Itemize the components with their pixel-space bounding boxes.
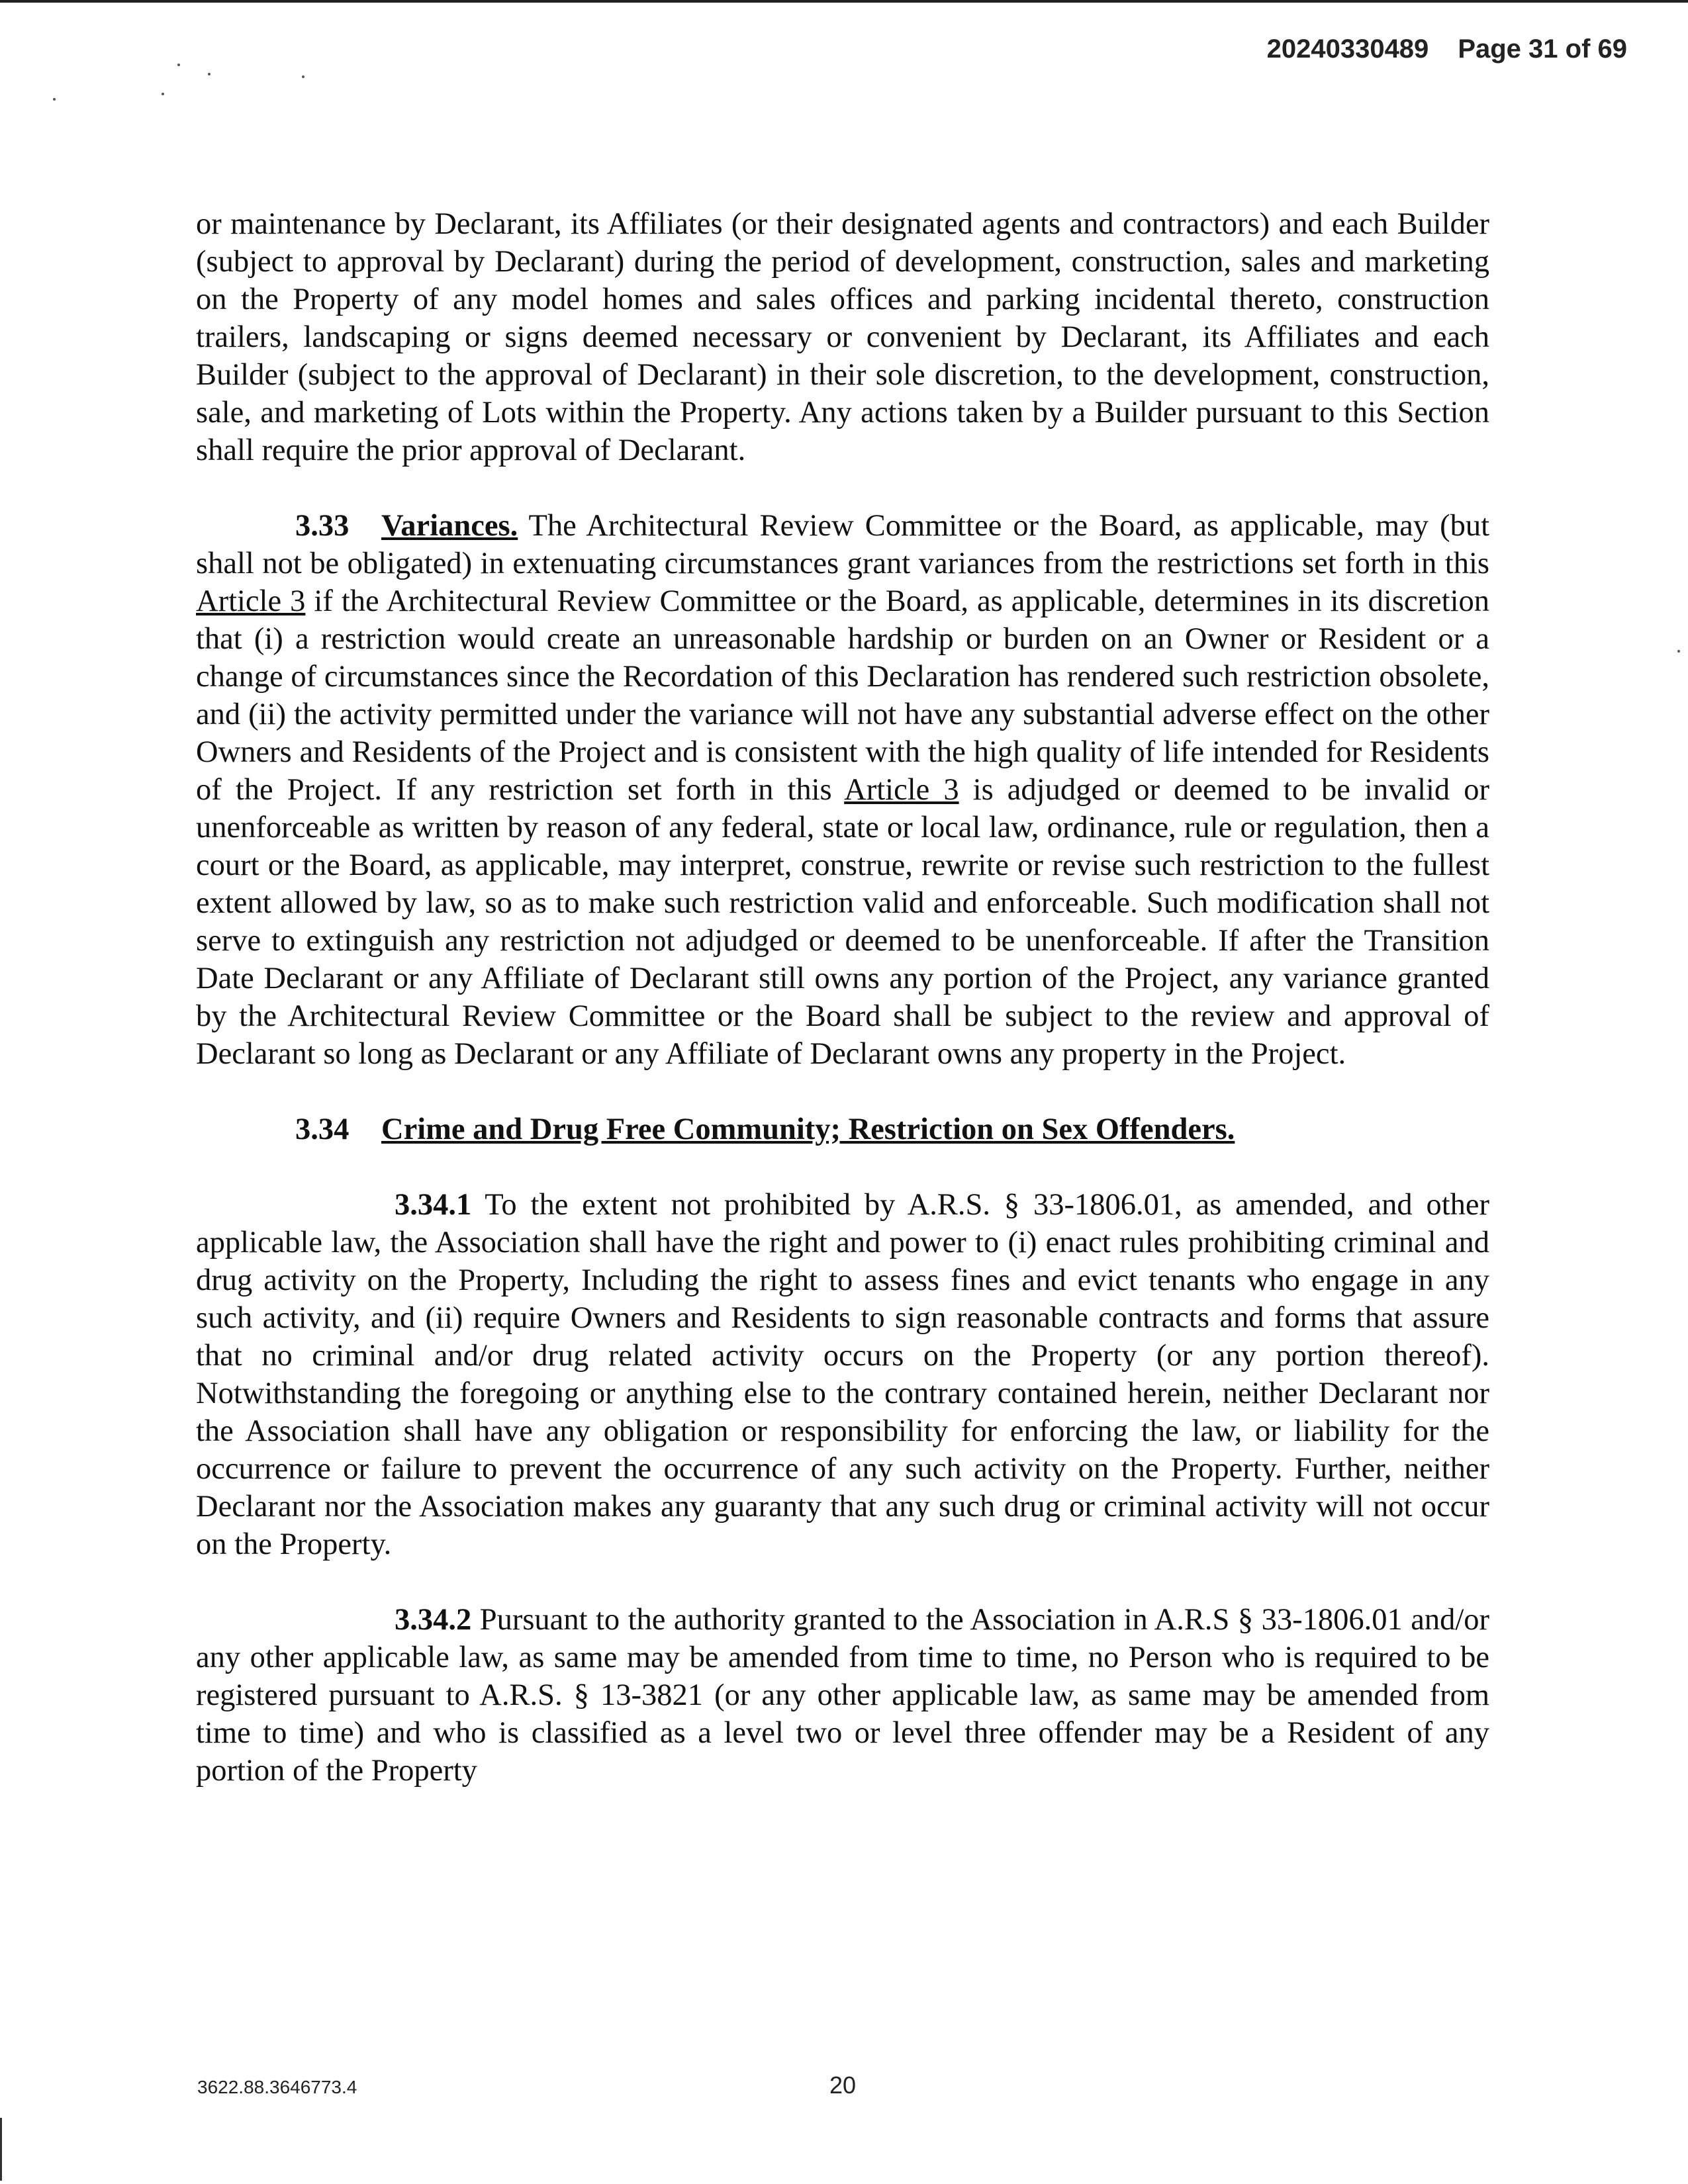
scan-speck (177, 64, 180, 66)
scan-speck (162, 93, 164, 95)
section-title: Crime and Drug Free Community; Restriction on Sex Offenders. (381, 1113, 1235, 1146)
scan-speck (302, 75, 305, 78)
section-number: 3.34 (295, 1113, 350, 1146)
section-text: The Architectural Review Committee or the Board, as applicable, may (but shall not be obligated) in extenuating circumstances grant variances from the restrictions set forth in this (196, 509, 1489, 580)
scan-speck (208, 73, 211, 75)
footer-page-number: 20 (829, 2071, 857, 2099)
section-text: is adjudged or deemed to be invalid or unenforceable as written by reason of any federal, state or local law, ordinance, rule or regulation, then a court or the Board, as applicable, may interpret, construe, rewrite or revise such restriction to the fullest extent allowed by law, so as to make such restriction valid and enforceable. Such modification shall not serve to extinguish any restriction not adjudged or deemed to be unenforceable. If after the Transition Date Declarant or any Affiliate of Declarant still owns any portion of the Project, any variance granted by the Architectural Review Committee or the Board shall be subject to the review and approval of Declarant so long as Declarant or any Affiliate of Declarant owns any property in the Project. (196, 773, 1489, 1071)
paragraph-continuation: or maintenance by Declarant, its Affiliates (or their designated agents and contractors) and each Builder (subject to approval by Declarant) during the period of development, construction, sales and marketing on the Property of any model homes and sales offices and parking incidental thereto, construction trailers, landscaping or signs deemed necessary or convenient by Declarant, its Affiliates and each Builder (subject to the approval of Declarant) in their sole discretion, to the development, construction, sale, and marketing of Lots within the Property. Any actions taken by a Builder pursuant to this Section shall require the prior approval of Declarant. (196, 207, 1489, 467)
page-header (1267, 34, 1627, 64)
section-text: if the Architectural Review Committee or the Board, as applicable, determines in its discretion that (i) a restriction would create an unreasonable hardship or burden on an Owner or Resident or a change of circumstances since the Recordation of this Declaration has rendered such restriction obsolete, and (ii) the activity permitted under the variance will not have any substantial adverse effect on the other Owners and Residents of the Project and is consistent with the high quality of life intended for Residents of the Project. If any restriction set forth in this (196, 584, 1489, 807)
subsection-number: 3.34.1 (395, 1188, 472, 1222)
section-3-33 (196, 507, 1489, 1073)
document-body (196, 205, 1489, 1790)
article-reference: Article 3 (196, 584, 306, 618)
scan-top-border (0, 0, 1688, 3)
page-count: Page 31 of 69 (1458, 34, 1627, 64)
subsection-text: To the extent not prohibited by A.R.S. § 33-1806.01, as amended, and other applicable law, the Association shall have the right and power to (i) enact rules prohibiting criminal and drug activity on the Property, Including the right to assess fines and evict tenants who engage in any such activity, and (ii) require Owners and Residents to sign reasonable contracts and forms that assure that no criminal and/or drug related activity occurs on the Property (or any portion thereof). Notwithstanding the foregoing or anything else to the contrary contained herein, neither Declarant nor the Association shall have any obligation or responsibility for enforcing the law, or liability for the occurrence or failure to prevent the occurrence of any such activity on the Property. Further, neither Declarant nor the Association makes any guaranty that any such drug or criminal activity will not occur on the Property. (196, 1188, 1489, 1561)
section-3-34-heading (196, 1111, 1489, 1148)
recording-number: 20240330489 (1266, 34, 1429, 64)
scan-speck (53, 98, 56, 101)
section-3-34-1 (196, 1186, 1489, 1563)
article-reference: Article 3 (844, 773, 959, 807)
section-title: Variances. (381, 509, 518, 543)
scan-speck (1677, 650, 1680, 653)
scan-edge-mark (0, 2118, 2, 2181)
footer-document-id: 3622.88.3646773.4 (197, 2077, 357, 2097)
section-number: 3.33 (295, 509, 350, 543)
section-3-34-2 (196, 1601, 1489, 1790)
subsection-number: 3.34.2 (395, 1603, 472, 1637)
subsection-text: Pursuant to the authority granted to the Association in A.R.S § 33-1806.01 and/or any other applicable law, as same may be amended from time to time, no Person who is required to be registered pursuant to A.R.S. § 13-3821 (or any other applicable law, as same may be amended from time to time) and who is classified as a level two or level three offender may be a Resident of any portion of the Property (196, 1603, 1489, 1788)
